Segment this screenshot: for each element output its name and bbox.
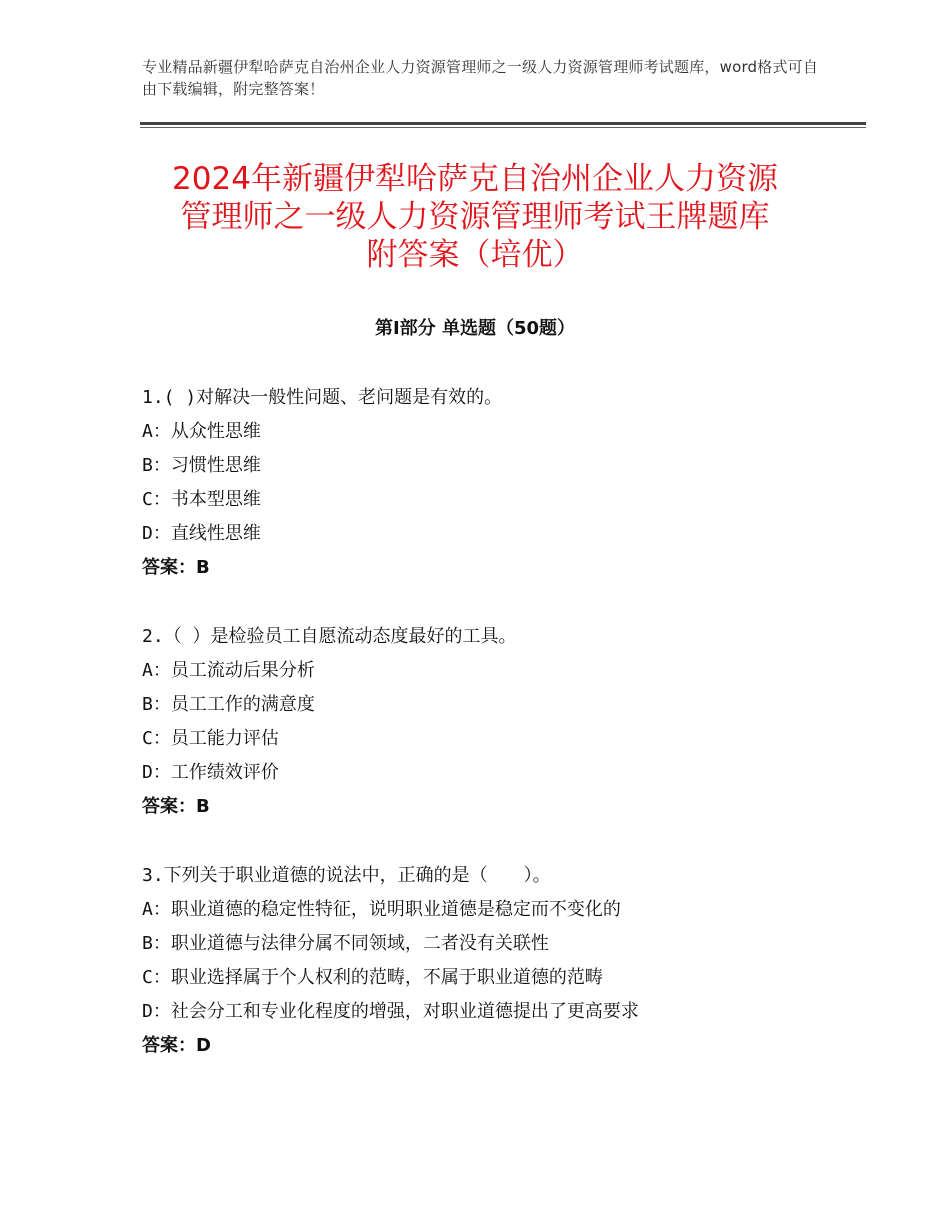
document-title — [130, 160, 820, 274]
question-1 — [142, 381, 862, 585]
option-a: A：职业道德的稳定性特征，说明职业道德是稳定而不变化的 — [142, 899, 621, 920]
header-note: 专业精品新疆伊犁哈萨克自治州企业人力资源管理师之一级人力资源管理师考试题库，word格式可自由下载编辑，附完整答案！ — [142, 58, 819, 98]
question-2 — [142, 620, 862, 824]
option-c: C：职业选择属于个人权利的范畴，不属于职业道德的范畴 — [142, 967, 603, 988]
option-c: C：书本型思维 — [142, 489, 261, 510]
section-title: 第Ⅰ部分 单选题（50题） — [374, 318, 575, 339]
option-a: A：从众性思维 — [142, 421, 261, 442]
title-line: 附答案（培优） — [366, 237, 584, 273]
header-divider-thick — [140, 122, 866, 125]
question-stem: 2.（ ）是检验员工自愿流动态度最好的工具。 — [142, 626, 517, 647]
option-b: B：职业道德与法律分属不同领域，二者没有关联性 — [142, 933, 549, 954]
option-d: D：社会分工和专业化程度的增强，对职业道德提出了更高要求 — [142, 1001, 639, 1022]
question-3 — [142, 859, 862, 1063]
option-d: D：工作绩效评价 — [142, 762, 279, 783]
option-c: C：员工能力评估 — [142, 728, 279, 749]
option-a: A：员工流动后果分析 — [142, 660, 315, 681]
option-b: B：习惯性思维 — [142, 455, 261, 476]
header-divider-thin — [140, 127, 866, 128]
question-stem: 3.下列关于职业道德的说法中，正确的是（ ）。 — [142, 865, 551, 886]
title-line: 2024年新疆伊犁哈萨克自治州企业人力资源 — [172, 161, 778, 197]
answer: 答案：B — [142, 796, 210, 817]
option-d: D：直线性思维 — [142, 523, 261, 544]
answer: 答案：D — [142, 1035, 211, 1056]
question-stem: 1.( )对解决一般性问题、老问题是有效的。 — [142, 387, 503, 408]
option-b: B：员工工作的满意度 — [142, 694, 315, 715]
title-line: 管理师之一级人力资源管理师考试王牌题库 — [180, 199, 770, 235]
answer: 答案：B — [142, 557, 210, 578]
